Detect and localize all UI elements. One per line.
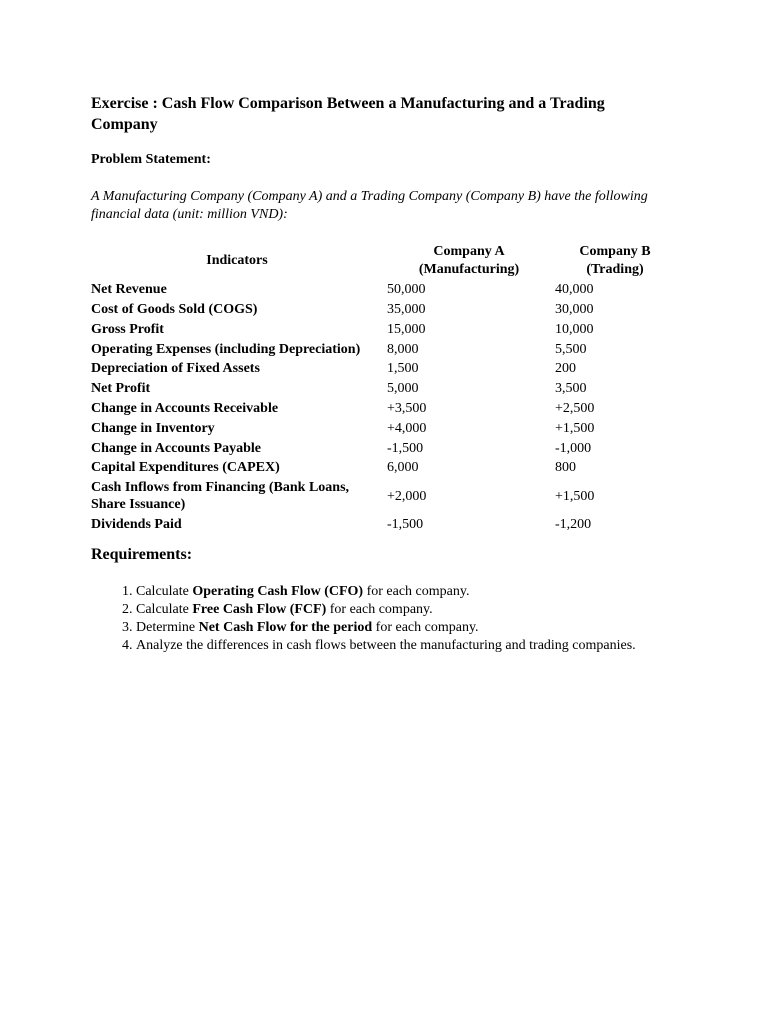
requirement-bold-text: Net Cash Flow for the period	[198, 620, 373, 635]
list-item	[136, 619, 736, 637]
requirement-text: Analyze the differences in cash flows between the manufacturing and trading companies.	[136, 638, 636, 653]
company-a-value: 8,000	[387, 341, 419, 357]
row-label: Dividends Paid	[91, 517, 182, 533]
row-label: Change in Accounts Payable	[91, 440, 261, 456]
company-b-value: 800	[555, 460, 576, 476]
table-row	[89, 515, 677, 535]
company-a-value: 6,000	[387, 460, 419, 476]
row-label: Cost of Goods Sold (COGS)	[91, 301, 258, 317]
row-label: Change in Accounts Receivable	[91, 400, 279, 416]
document-title: Exercise : Cash Flow Comparison Between a Manufacturing and a Trading Company	[91, 95, 605, 133]
list-item	[136, 601, 736, 619]
company-a-value: 15,000	[387, 321, 426, 337]
company-a-value: -1,500	[387, 517, 424, 533]
requirement-text-end: for each company.	[363, 584, 470, 599]
financial-data-table	[89, 243, 677, 535]
table-row	[89, 379, 677, 399]
header-company-a	[385, 243, 553, 280]
company-a-value: 50,000	[387, 282, 426, 298]
table-row	[89, 399, 677, 419]
company-b-value: 10,000	[555, 321, 594, 337]
requirements-heading: Requirements:	[91, 546, 193, 563]
table-row	[89, 339, 677, 359]
company-a-value: 35,000	[387, 301, 426, 317]
company-a-value: -1,500	[387, 440, 424, 456]
row-label: Gross Profit	[91, 321, 164, 337]
header-company-b	[553, 243, 677, 280]
document-page	[91, 93, 691, 653]
company-b-value: +2,500	[555, 400, 595, 416]
company-a-value: 1,500	[387, 361, 419, 377]
header-company-b-line1: Company B	[579, 244, 651, 259]
table-row	[89, 478, 677, 515]
requirement-bold-text: Operating Cash Flow (CFO)	[192, 584, 364, 599]
requirement-text-end: for each company.	[326, 602, 433, 617]
table-row	[89, 280, 677, 300]
table-header-row	[89, 243, 677, 280]
company-a-value: 5,000	[387, 381, 419, 397]
requirement-text: Calculate	[136, 584, 193, 599]
company-b-value: -1,200	[555, 517, 592, 533]
header-company-a-line1: Company A	[433, 244, 505, 259]
problem-statement-label: Problem Statement:	[91, 152, 211, 167]
intro-paragraph: A Manufacturing Company (Company A) and a Trading Company (Company B) have the following financial data (unit: million VND):	[91, 189, 648, 222]
company-b-value: +1,500	[555, 488, 595, 504]
company-b-value: +1,500	[555, 420, 595, 436]
company-b-value: 5,500	[555, 341, 587, 357]
row-label: Operating Expenses (including Depreciation)	[91, 341, 361, 357]
row-label: Change in Inventory	[91, 420, 215, 436]
table-row	[89, 419, 677, 439]
requirements-list	[91, 583, 736, 655]
requirement-text-end: for each company.	[372, 620, 479, 635]
company-a-value: +2,000	[387, 488, 427, 504]
header-company-b-line2: (Trading)	[586, 261, 644, 277]
row-label: Net Revenue	[91, 282, 167, 298]
table-row	[89, 438, 677, 458]
table-row	[89, 300, 677, 320]
table-row	[89, 458, 677, 478]
row-label: Capital Expenditures (CAPEX)	[91, 460, 280, 476]
table-row	[89, 359, 677, 379]
company-b-value: 3,500	[555, 381, 587, 397]
company-b-value: -1,000	[555, 440, 592, 456]
requirement-text: Determine	[136, 620, 199, 635]
company-a-value: +4,000	[387, 420, 427, 436]
table-row	[89, 320, 677, 340]
company-a-value: +3,500	[387, 400, 427, 416]
row-label: Net Profit	[91, 381, 151, 397]
requirement-text: Calculate	[136, 602, 193, 617]
company-b-value: 30,000	[555, 301, 594, 317]
row-label: Cash Inflows from Financing (Bank Loans, Share Issuance)	[91, 479, 350, 513]
list-item	[136, 583, 736, 601]
header-indicators: Indicators	[206, 252, 268, 268]
company-b-value: 200	[555, 361, 576, 377]
requirement-bold-text: Free Cash Flow (FCF)	[192, 602, 327, 617]
list-item	[136, 637, 736, 655]
header-company-a-line2: (Manufacturing)	[418, 261, 520, 277]
row-label: Depreciation of Fixed Assets	[91, 361, 260, 377]
company-b-value: 40,000	[555, 282, 594, 298]
